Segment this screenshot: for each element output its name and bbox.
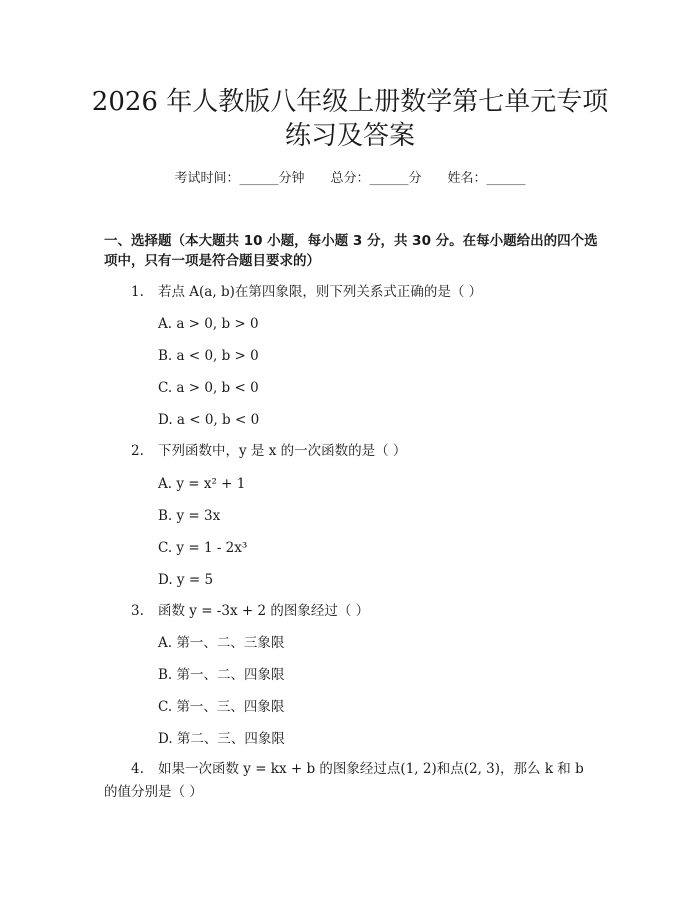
question-number: 3.: [131, 603, 144, 619]
question-text: 函数 y = -3x + 2 的图象经过（ ）: [158, 603, 370, 619]
question-1-option-c: C. a > 0, b < 0: [158, 380, 259, 396]
question-text: 若点 A(a, b)在第四象限，则下列关系式正确的是（ ）: [158, 284, 483, 300]
section-heading-line1: 一、选择题（本大题共 10 小题，每小题 3 分，共 30 分。在每小题给出的四个选: [104, 233, 598, 249]
question-3: [131, 601, 369, 621]
question-2-option-d: D. y = 5: [158, 572, 214, 588]
question-number: 2.: [131, 443, 144, 459]
question-1-option-a: A. a > 0, b > 0: [158, 316, 259, 332]
question-number: 4.: [131, 761, 144, 777]
question-text-continued: 的值分别是（ ）: [104, 784, 203, 800]
section-heading-line2: 项中，只有一项是符合题目要求的）: [104, 253, 320, 269]
question-3-option-b: B. 第一、二、四象限: [158, 667, 285, 683]
question-1-option-d: D. a < 0, b < 0: [158, 412, 260, 428]
question-text: 下列函数中，y 是 x 的一次函数的是（ ）: [158, 443, 407, 459]
question-3-option-a: A. 第一、二、三象限: [158, 635, 285, 651]
page-title-line2: 练习及答案: [284, 121, 415, 151]
section-heading: [104, 231, 604, 271]
question-3-option-d: D. 第二、三、四象限: [158, 731, 285, 747]
total-score-field: 总分：______分: [330, 171, 422, 186]
question-4: [104, 759, 594, 802]
question-3-option-c: C. 第一、三、四象限: [158, 699, 285, 715]
exam-info-bar: [0, 170, 700, 188]
question-number: 1.: [131, 284, 144, 300]
student-name-field: 姓名：______: [447, 171, 526, 186]
page-title-line1: 2026 年人教版八年级上册数学第七单元专项: [91, 87, 609, 117]
question-text: 如果一次函数 y = kx + b 的图象经过点(1, 2)和点(2, 3)，那么 k 和 b: [158, 761, 584, 777]
exam-time-field: 考试时间：______分钟: [174, 171, 305, 186]
question-1-option-b: B. a < 0, b > 0: [158, 348, 259, 364]
question-1: [131, 282, 482, 302]
question-2: [131, 441, 406, 461]
question-2-option-b: B. y = 3x: [158, 508, 221, 524]
question-2-option-c: C. y = 1 - 2x³: [158, 540, 248, 556]
question-2-option-a: A. y = x² + 1: [158, 476, 246, 492]
